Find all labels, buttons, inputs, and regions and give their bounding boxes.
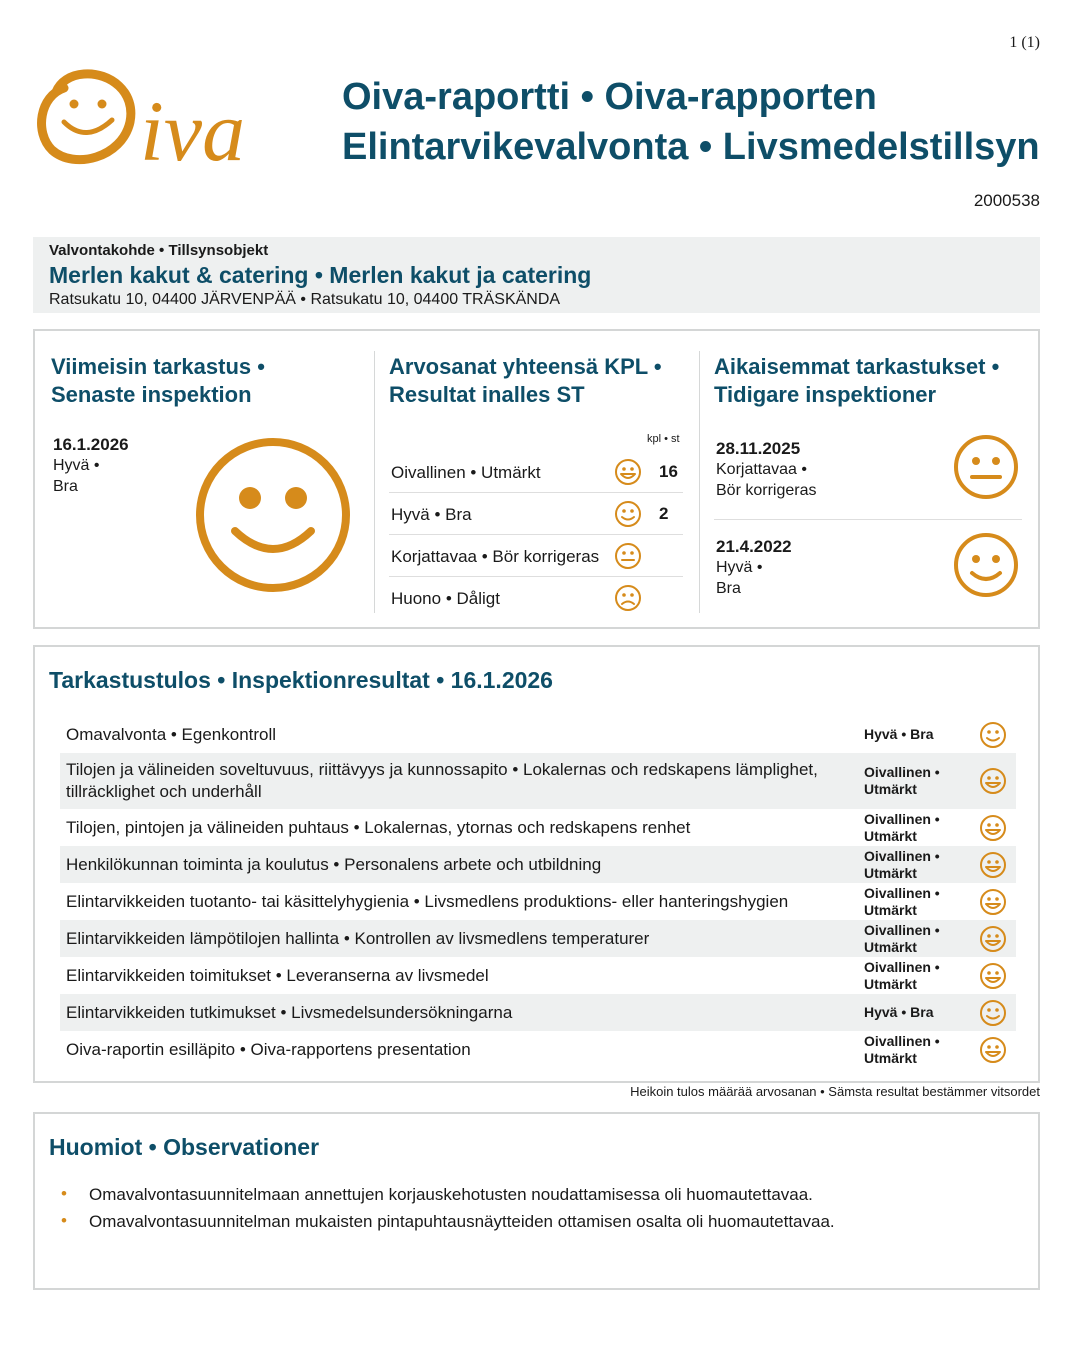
smiley-excellent-icon (979, 1036, 1007, 1064)
previous-grade-fi: Korjattavaa • (716, 461, 807, 478)
site-panel (33, 237, 1040, 313)
previous-section (714, 353, 999, 409)
latest-date: 16.1.2026 (53, 435, 129, 454)
result-row (60, 920, 1016, 957)
observations-box (33, 1112, 1040, 1290)
report-title (342, 72, 1040, 172)
result-label: Elintarvikkeiden tuotanto- tai käsittelyhygienia • Livsmedlens produktions- eller hanteringshygien (66, 891, 789, 911)
result-grade: Oivallinen • Utmärkt (864, 764, 940, 797)
result-grade: Oivallinen • Utmärkt (864, 810, 940, 844)
grade-row-neutral (389, 535, 683, 577)
logo-wordmark: iva (140, 83, 246, 172)
result-label: Tilojen, pintojen ja välineiden puhtaus • Lokalernas, ytornas och redskapens renhet (66, 817, 691, 837)
previous-grade-fi: Hyvä • (716, 559, 763, 576)
totals-heading-sv: Resultat inalles ST (389, 382, 585, 407)
totals-section (389, 353, 662, 409)
result-grade: Oivallinen • Utmärkt (864, 1032, 940, 1066)
totals-table (389, 451, 683, 621)
title-line-1: Oiva-raportti • Oiva-rapporten (342, 76, 877, 118)
result-label: Elintarvikkeiden tutkimukset • Livsmedelsundersökningarna (66, 1002, 513, 1022)
result-label: Omavalvonta • Egenkontroll (66, 724, 277, 744)
result-grade: Oivallinen • Utmärkt (864, 921, 940, 955)
result-grade: Oivallinen • Utmärkt (864, 884, 940, 918)
previous-item (716, 537, 792, 599)
result-row (60, 883, 1016, 920)
grade-count: 2 (659, 504, 669, 523)
smiley-good-icon (614, 500, 642, 528)
result-label: Elintarvikkeiden toimitukset • Leveranserna av livsmedel (66, 965, 489, 985)
results-heading: Tarkastustulos • Inspektionresultat • 16.1.2026 (49, 667, 553, 693)
result-row (60, 846, 1016, 883)
smiley-good-icon (952, 531, 1020, 599)
grade-label: Korjattavaa • Bör korrigeras (391, 547, 600, 566)
smiley-neutral-icon (952, 433, 1020, 501)
grade-label: Oivallinen • Utmärkt (391, 463, 541, 482)
previous-item (716, 439, 816, 501)
result-row (60, 1031, 1016, 1068)
result-label: Oiva-raportin esilläpito • Oiva-rapportens presentation (66, 1039, 471, 1059)
previous-date: 28.11.2025 (716, 439, 801, 458)
smiley-neutral-icon (614, 542, 642, 570)
grade-count: 16 (659, 462, 678, 481)
result-row (60, 716, 1016, 753)
smiley-excellent-icon (979, 851, 1007, 879)
grade-row-good (389, 493, 683, 535)
result-row (60, 957, 1016, 994)
result-label: Henkilökunnan toiminta ja koulutus • Personalens arbete och utbildning (66, 854, 602, 874)
bullet-icon: • (61, 1184, 67, 1203)
result-grade: Oivallinen • Utmärkt (864, 847, 940, 881)
latest-grade-fi: Hyvä • (53, 457, 100, 474)
previous-grade-sv: Bra (716, 580, 741, 597)
results-footnote: Heikoin tulos määrää arvosanan • Sämsta resultat bestämmer vitsordet (630, 1084, 1040, 1099)
result-row (60, 994, 1016, 1031)
grade-label: Huono • Dåligt (391, 589, 500, 608)
latest-heading-sv: Senaste inspektion (51, 382, 252, 407)
oiva-logo (30, 62, 320, 172)
result-grade: Hyvä • Bra (864, 1004, 934, 1020)
previous-date: 21.4.2022 (716, 537, 792, 556)
smiley-excellent-icon (979, 962, 1007, 990)
summary-box (33, 329, 1040, 629)
observation-text: Omavalvontasuunnitelman mukaisten pintapuhtausnäytteiden ottamisen osalta oli huomautettavaa. (89, 1212, 835, 1231)
previous-heading-sv: Tidigare inspektioner (714, 382, 937, 407)
smiley-good-icon (193, 435, 353, 595)
previous-divider (714, 519, 1022, 520)
smiley-good-icon (979, 999, 1007, 1027)
site-address: Ratsukatu 10, 04400 JÄRVENPÄÄ • Ratsukatu 10, 04400 TRÄSKÄNDA (49, 291, 561, 308)
latest-heading-fi: Viimeisin tarkastus • (51, 354, 265, 379)
result-grade: Oivallinen • Utmärkt (864, 958, 940, 992)
latest-grade-sv: Bra (53, 478, 78, 495)
observations-heading: Huomiot • Observationer (49, 1134, 320, 1160)
document-id: 2000538 (973, 191, 1040, 210)
column-divider (699, 351, 700, 613)
site-label: Valvontakohde • Tillsynsobjekt (49, 242, 269, 259)
bullet-icon: • (61, 1211, 67, 1230)
latest-section (51, 353, 265, 409)
grade-row-poor (389, 577, 683, 618)
page-number: 1 (1) (1009, 34, 1040, 51)
result-grade: Hyvä • Bra (864, 726, 934, 742)
smiley-excellent-icon (614, 458, 642, 486)
observation-text: Omavalvontasuunnitelmaan annettujen korjauskehotusten noudattamisessa oli huomautettavaa. (89, 1185, 813, 1204)
smiley-excellent-icon (979, 814, 1007, 842)
previous-heading-fi: Aikaisemmat tarkastukset • (714, 354, 1000, 379)
previous-grade-sv: Bör korrigeras (716, 482, 817, 499)
title-line-2: Elintarvikevalvonta • Livsmedelstillsyn (342, 126, 1040, 168)
result-label: Elintarvikkeiden lämpötilojen hallinta • Kontrollen av livsmedlens temperaturer (66, 928, 650, 948)
smiley-excellent-icon (979, 925, 1007, 953)
result-row (60, 809, 1016, 846)
smiley-sad-icon (614, 584, 642, 612)
results-box (33, 645, 1040, 1083)
result-label: Tilojen ja välineiden soveltuvuus, riittävyys ja kunnossapito • Lokalernas och redskapens lämplighet, tillräcklighet och underhåll (66, 760, 818, 801)
grade-row-excellent (389, 451, 683, 493)
totals-heading-fi: Arvosanat yhteensä KPL • (389, 354, 662, 379)
grade-label: Hyvä • Bra (391, 505, 472, 524)
smiley-good-icon (979, 721, 1007, 749)
smiley-excellent-icon (979, 888, 1007, 916)
totals-unit-label: kpl • st (647, 433, 680, 445)
smiley-excellent-icon (979, 767, 1007, 795)
result-row (60, 753, 1016, 809)
column-divider (374, 351, 375, 613)
site-name: Merlen kakut & catering • Merlen kakut ja catering (49, 262, 592, 288)
